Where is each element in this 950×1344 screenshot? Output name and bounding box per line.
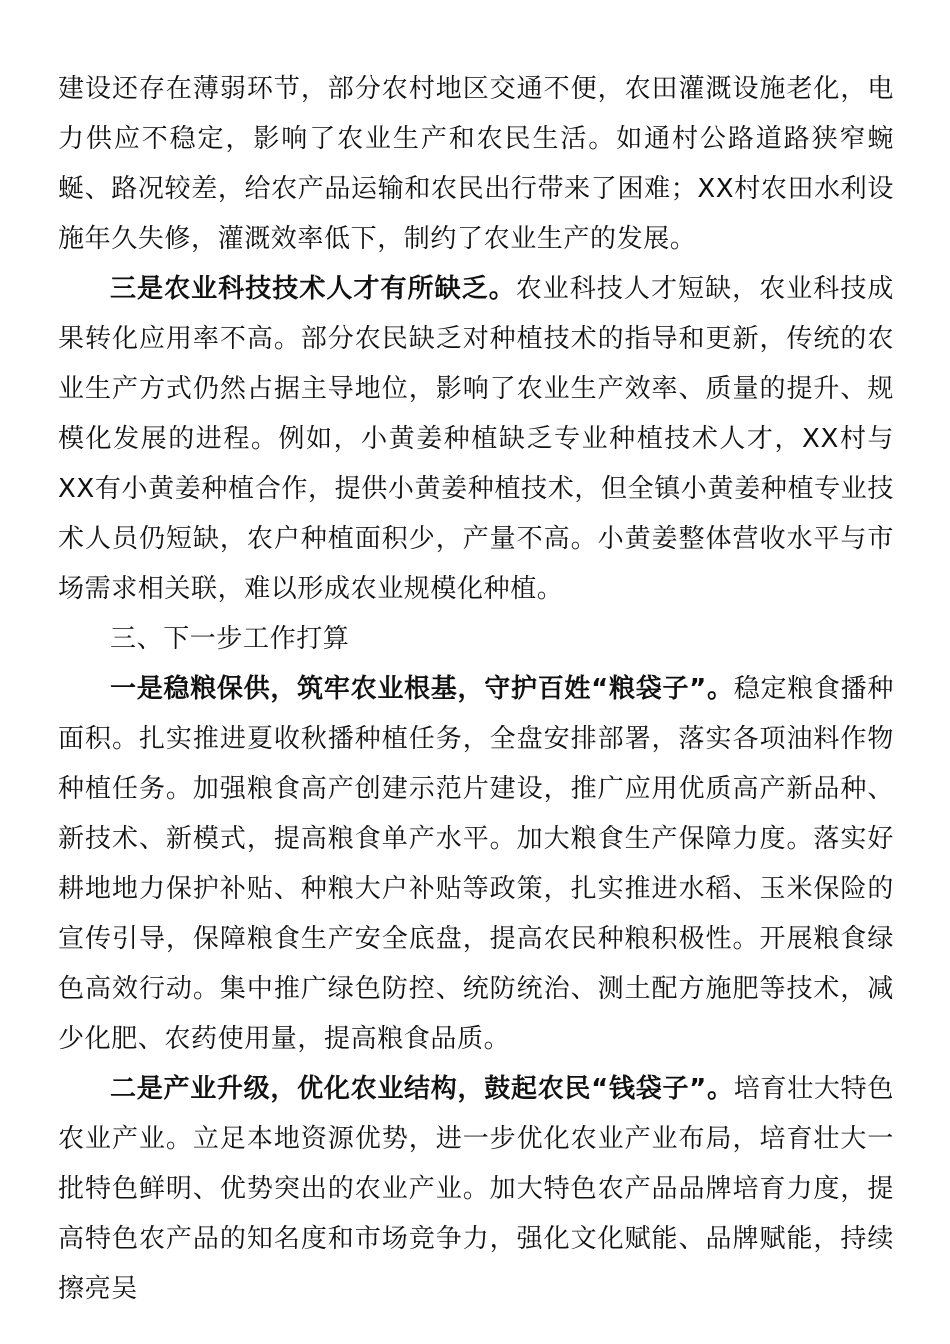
paragraph-text: 培育壮大特色农业产业。立足本地资源优势，进一步优化农业产业布局，培育壮大一批特色鲜明、优势突出的农业产业。加大特色农产品品牌培育力度，提高特色农产品的知名度和市场竞争力，强化文化赋能、品牌赋能，持续擦亮吴 bbox=[58, 1074, 894, 1304]
paragraph-tech-talent-shortage bbox=[58, 264, 894, 614]
paragraph-infrastructure-continued bbox=[58, 64, 894, 264]
paragraph-text: 农业科技人才短缺，农业科技成果转化应用率不高。部分农民缺乏对种植技术的指导和更新，传统的农业生产方式仍然占据主导地位，影响了农业生产效率、质量的提升、规模化发展的进程。例如，小黄姜种植缺乏专业种植技术人才，XX村与XX有小黄姜种植合作，提供小黄姜种植技术，但全镇小黄姜种植专业技术人员仍短缺，农户种植面积少，产量不高。小黄姜整体营收水平与市场需求相关联，难以形成农业规模化种植。 bbox=[58, 274, 894, 604]
paragraph-lead: 一是稳粮保供，筑牢农业根基，守护百姓“粮袋子”。 bbox=[110, 674, 734, 704]
paragraph-industry-upgrade bbox=[58, 1064, 894, 1314]
paragraph-text: 建设还存在薄弱环节，部分农村地区交通不便，农田灌溉设施老化，电力供应不稳定，影响了农业生产和农民生活。如通村公路道路狭窄蜿蜒、路况较差，给农产品运输和农民出行带来了困难；XX村农田水利设施年久失修，灌溉效率低下，制约了农业生产的发展。 bbox=[58, 74, 894, 254]
section-heading-text: 三、下一步工作打算 bbox=[110, 624, 350, 654]
paragraph-grain-supply bbox=[58, 664, 894, 1064]
paragraph-lead: 二是产业升级，优化农业结构，鼓起农民“钱袋子”。 bbox=[110, 1074, 734, 1104]
paragraph-text: 稳定粮食播种面积。扎实推进夏收秋播种植任务，全盘安排部署，落实各项油料作物种植任务。加强粮食高产创建示范片建设，推广应用优质高产新品种、新技术、新模式，提高粮食单产水平。加大粮食生产保障力度。落实好耕地地力保护补贴、种粮大户补贴等政策，扎实推进水稻、玉米保险的宣传引导，保障粮食生产安全底盘，提高农民种粮积极性。开展粮食绿色高效行动。集中推广绿色防控、统防统治、测土配方施肥等技术，减少化肥、农药使用量，提高粮食品质。 bbox=[58, 674, 894, 1054]
section-heading-next-steps bbox=[58, 614, 894, 664]
document-body bbox=[58, 64, 894, 1314]
paragraph-lead: 三是农业科技技术人才有所缺乏。 bbox=[110, 274, 516, 304]
